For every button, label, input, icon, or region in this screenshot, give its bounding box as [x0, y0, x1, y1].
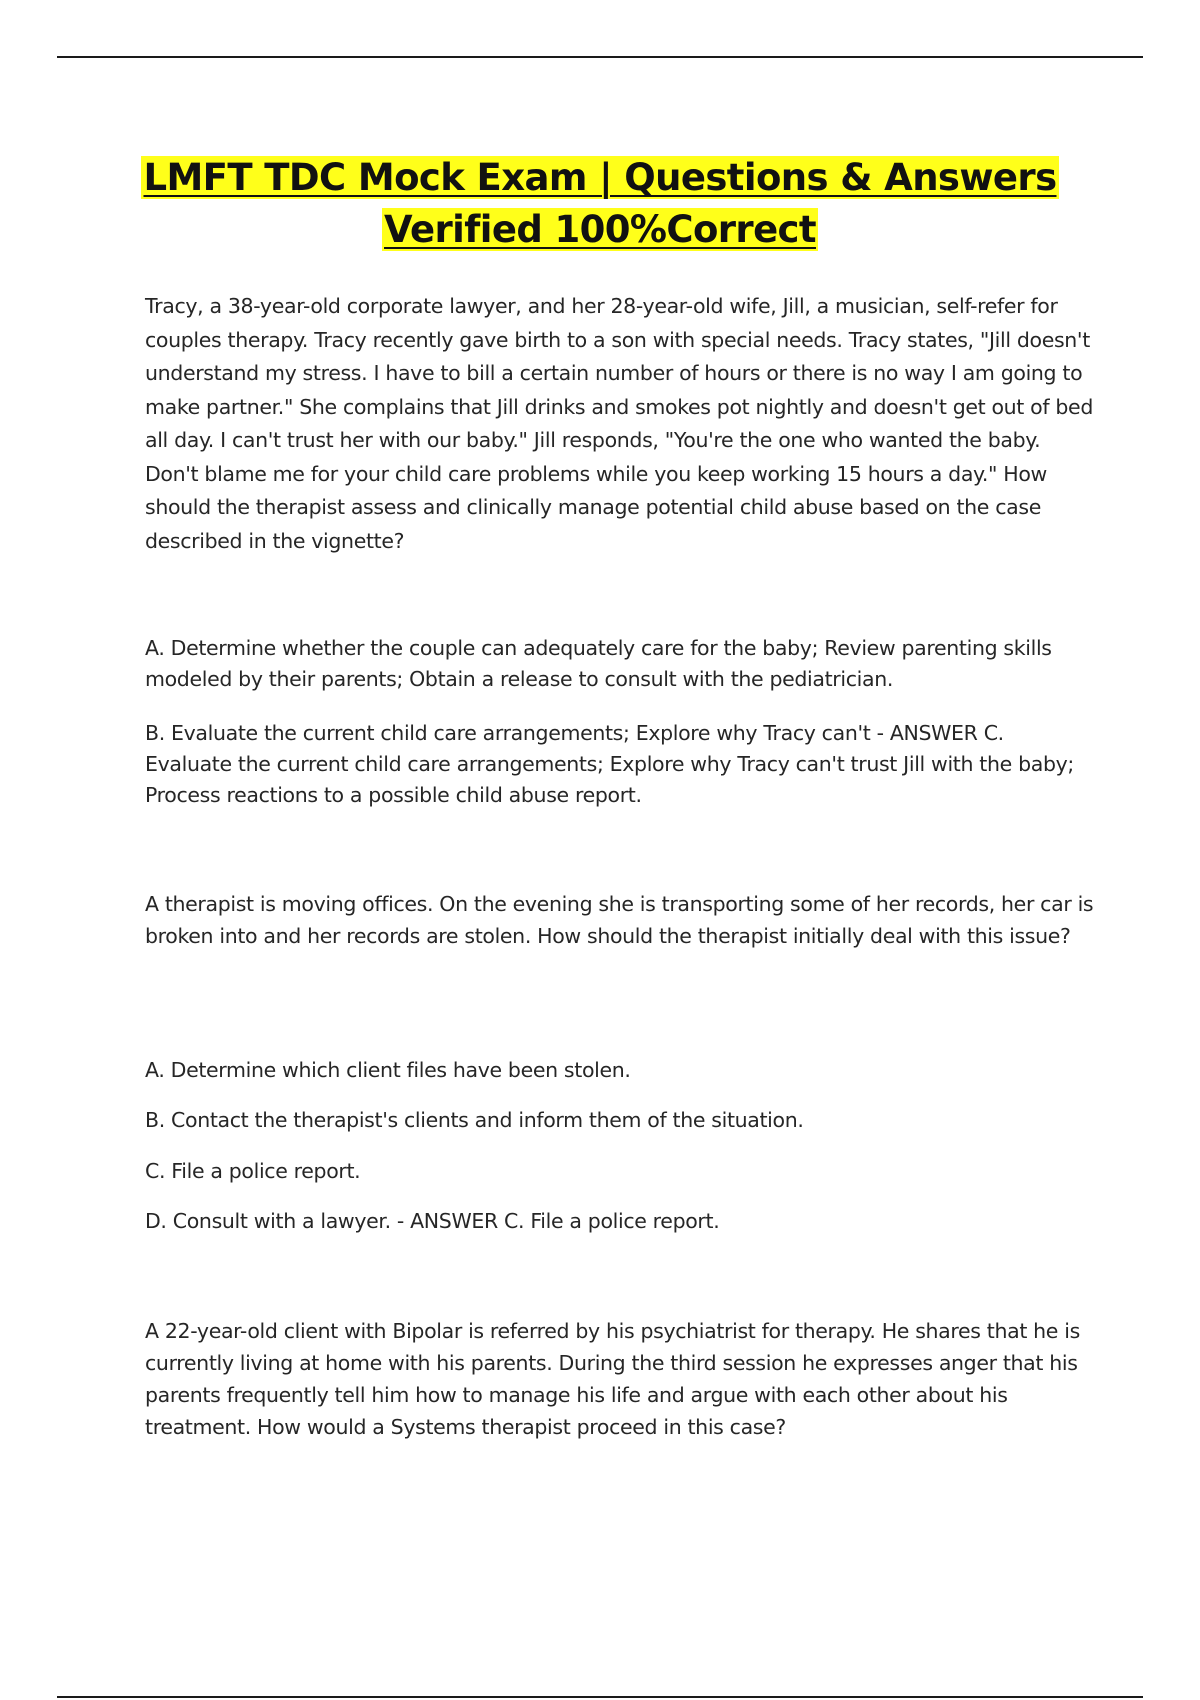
- question-2-option-c: C. File a police report.: [145, 1159, 361, 1183]
- header-rule: [57, 56, 1143, 58]
- question-1-stem: Tracy, a 38-year-old corporate lawyer, and her 28-year-old wife, Jill, a musician, self-refer for couples therapy. Tracy recently gave birth to a son with special needs. Tracy states, "Jill doesn't understand my stress. I have to bill a certain number of hours or there is no way I am going to make partner." She complains that Jill drinks and smokes pot nightly and doesn't get out of bed all day. I can't trust her with our baby." Jill responds, "You're the one who wanted the baby. Don't blame me for your child care problems while you keep working 15 hours a day." How should the therapist assess and clinically manage potential child abuse based on the case described in the vignette?: [145, 294, 1093, 553]
- question-2-stem: A therapist is moving offices. On the evening she is transporting some of her records, her car is broken into and her records are stolen. How should the therapist initially deal with this issue?: [145, 892, 1094, 948]
- title-line-1: LMFT TDC Mock Exam | Questions & Answers: [143, 156, 1057, 199]
- question-2-option-a: A. Determine which client files have been stolen.: [145, 1058, 631, 1082]
- question-2-option-b: B. Contact the therapist's clients and inform them of the situation.: [145, 1108, 804, 1132]
- question-1-option-b-answer: B. Evaluate the current child care arrangements; Explore why Tracy can't - ANSWER C. Evaluate the current child care arrangements; Explore why Tracy can't trust Jill with the baby; Process reactions to a possible child abuse report.: [145, 721, 1074, 807]
- document-title: [57, 152, 1143, 256]
- question-1-option-a: A. Determine whether the couple can adequately care for the baby; Review parenting skills modeled by their parents; Obtain a release to consult with the pediatrician.: [145, 636, 1052, 691]
- question-3-stem: A 22-year-old client with Bipolar is referred by his psychiatrist for therapy. He shares that he is currently living at home with his parents. During the third session he expresses anger that his parents frequently tell him how to manage his life and argue with each other about his treatment. How would a Systems therapist proceed in this case?: [145, 1319, 1080, 1439]
- question-2-option-d-answer: D. Consult with a lawyer. - ANSWER C. File a police report.: [145, 1209, 720, 1233]
- title-line-2: Verified 100%Correct: [384, 208, 816, 251]
- footer-rule: [57, 1696, 1143, 1698]
